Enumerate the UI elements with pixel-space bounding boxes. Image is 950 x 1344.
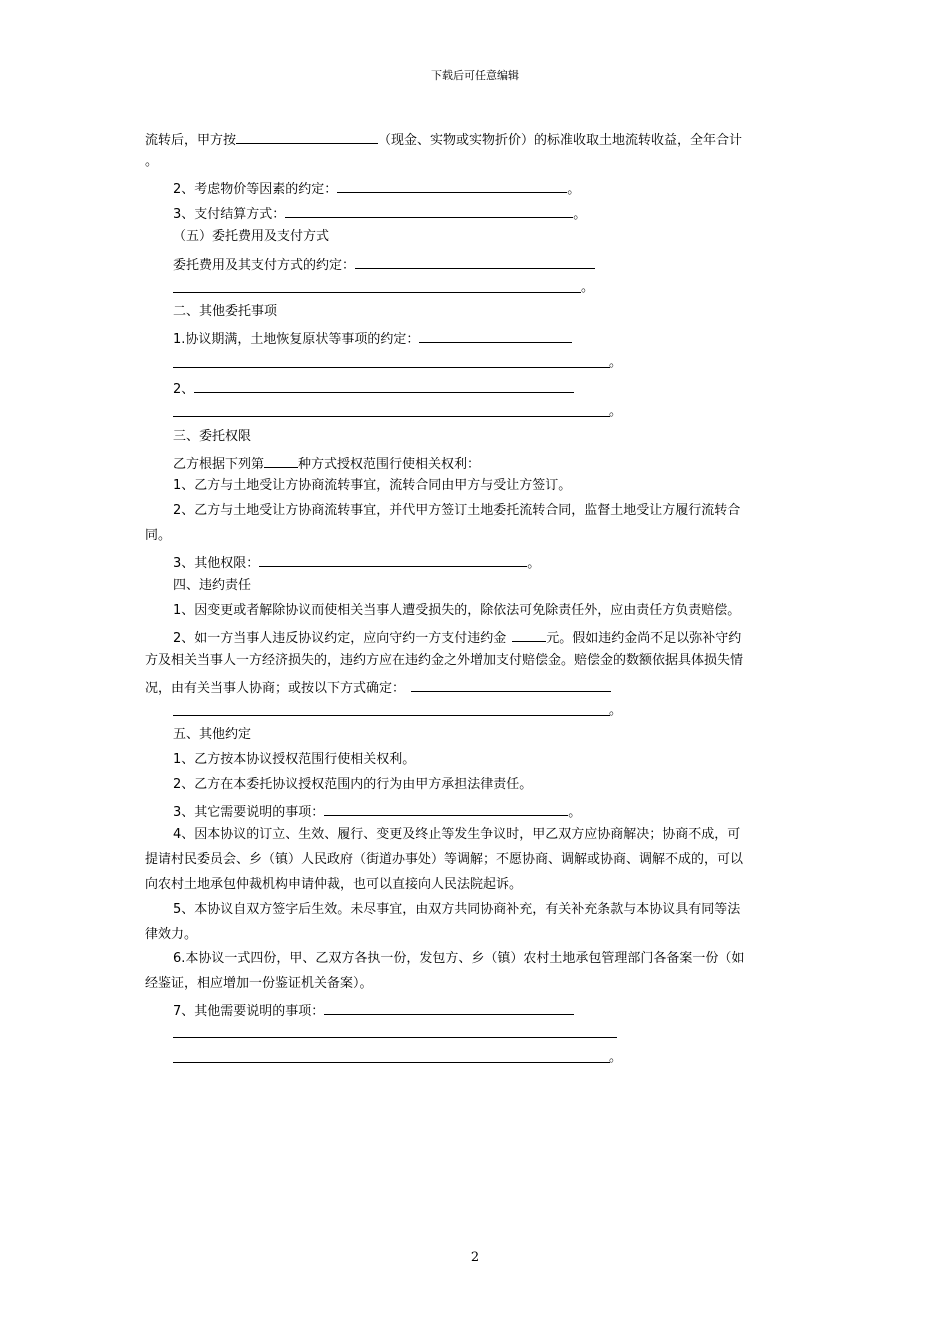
text-line bbox=[173, 255, 595, 271]
page-number: 2 bbox=[470, 1250, 480, 1265]
blank-field[interactable] bbox=[236, 130, 378, 144]
text-line: 。 bbox=[609, 703, 623, 718]
text-line: 1、乙方与土地受让方协商流转事宜，流转合同由甲方与受让方签订。 bbox=[173, 478, 572, 493]
text-line bbox=[145, 130, 742, 146]
text-segment: （现金、实物或实物折价）的标准收取土地流转收益，全年合计 bbox=[378, 133, 743, 148]
text-segment: 。 bbox=[573, 207, 587, 222]
text-segment: 3、其它需要说明的事项： bbox=[173, 805, 325, 820]
text-line: 。 bbox=[609, 1050, 623, 1065]
text-line bbox=[173, 204, 586, 220]
text-line: 提请村民委员会、乡（镇）人民政府（街道办事处）等调解；不愿协商、调解或协商、调解不成的，可以 bbox=[145, 852, 744, 867]
text-line: 2、乙方与土地受让方协商流转事宜，并代甲方签订土地委托流转合同，监督土地受让方履行流转合 bbox=[173, 503, 741, 518]
blank-field[interactable] bbox=[324, 802, 568, 816]
text-segment: 元。假如违约金尚不足以弥补守约 bbox=[546, 631, 742, 646]
text-segment: 2、 bbox=[173, 382, 195, 397]
text-segment: 流转后，甲方按 bbox=[145, 133, 237, 148]
page-header: 下载后可任意编辑 bbox=[431, 69, 519, 82]
blank-line[interactable] bbox=[173, 416, 610, 417]
text-segment: 2、如一方当事人违反协议约定，应向守约一方支付违约金 bbox=[173, 631, 507, 646]
text-line: 方及相关当事人一方经济损失的，违约方应在违约金之外增加支付赔偿金。赔偿金的数额依据具体损失情 bbox=[145, 653, 744, 668]
text-line bbox=[173, 802, 581, 818]
text-segment: 1.协议期满，土地恢复原状等事项的约定： bbox=[173, 332, 420, 347]
section-heading: （五）委托费用及支付方式 bbox=[173, 229, 330, 244]
text-line: 1、因变更或者解除协议而使相关当事人遭受损失的，除依法可免除责任外，应由责任方负责赔偿。 bbox=[173, 603, 741, 618]
blank-field[interactable] bbox=[337, 179, 567, 193]
text-line: 1、乙方按本协议授权范围行使相关权利。 bbox=[173, 752, 416, 767]
text-segment: 3、其他权限： bbox=[173, 556, 260, 571]
text-line: 2、乙方在本委托协议授权范围内的行为由甲方承担法律责任。 bbox=[173, 777, 533, 792]
section-heading: 二、其他委托事项 bbox=[173, 304, 278, 319]
text-segment: 2、考虑物价等因素的约定： bbox=[173, 182, 338, 197]
text-line: 。 bbox=[145, 154, 159, 169]
blank-field[interactable] bbox=[419, 329, 572, 343]
text-segment: 。 bbox=[568, 805, 582, 820]
text-line: 5、本协议自双方签字后生效。未尽事宜，由双方共同协商补充，有关补充条款与本协议具有同等法 bbox=[173, 902, 741, 917]
text-line: 律效力。 bbox=[145, 927, 198, 942]
blank-field[interactable] bbox=[411, 678, 611, 692]
text-line: 。 bbox=[581, 280, 595, 295]
blank-field[interactable] bbox=[194, 379, 574, 393]
blank-field[interactable] bbox=[355, 255, 595, 269]
text-line bbox=[173, 1001, 574, 1017]
text-line: 4、因本协议的订立、生效、履行、变更及终止等发生争议时，甲乙双方应协商解决；协商不成，可 bbox=[173, 827, 741, 842]
text-line: 同。 bbox=[145, 528, 172, 543]
text-segment: 7、其他需要说明的事项： bbox=[173, 1004, 325, 1019]
text-line bbox=[173, 628, 741, 644]
text-line: 向农村土地承包仲裁机构申请仲裁，也可以直接向人民法院起诉。 bbox=[145, 877, 523, 892]
text-line bbox=[173, 379, 574, 395]
text-segment: 况，由有关当事人协商；或按以下方式确定： bbox=[145, 681, 406, 696]
text-line bbox=[145, 678, 611, 694]
blank-line[interactable] bbox=[173, 292, 581, 293]
text-segment: 。 bbox=[567, 182, 581, 197]
text-line: 。 bbox=[609, 355, 623, 370]
blank-field[interactable] bbox=[264, 454, 298, 468]
text-segment: 委托费用及其支付方式的约定： bbox=[173, 258, 356, 273]
text-line bbox=[173, 454, 480, 470]
text-segment: 。 bbox=[527, 556, 541, 571]
text-line: 。 bbox=[609, 404, 623, 419]
blank-line[interactable] bbox=[173, 715, 610, 716]
blank-line[interactable] bbox=[173, 367, 610, 368]
text-line bbox=[173, 329, 572, 345]
blank-field[interactable] bbox=[324, 1001, 574, 1015]
text-line bbox=[173, 179, 580, 195]
text-line: 经鉴证，相应增加一份鉴证机关备案）。 bbox=[145, 976, 373, 991]
blank-field[interactable] bbox=[285, 204, 573, 218]
section-heading: 四、违约责任 bbox=[173, 578, 252, 593]
section-heading: 五、其他约定 bbox=[173, 727, 252, 742]
text-segment: 3、支付结算方式： bbox=[173, 207, 286, 222]
blank-field[interactable] bbox=[259, 553, 527, 567]
blank-line[interactable] bbox=[173, 1037, 617, 1038]
text-segment: 乙方根据下列第 bbox=[173, 457, 265, 472]
section-heading: 三、委托权限 bbox=[173, 429, 252, 444]
blank-line[interactable] bbox=[173, 1062, 610, 1063]
text-line bbox=[173, 553, 540, 569]
text-segment: 种方式授权范围行使相关权利： bbox=[298, 457, 481, 472]
blank-field[interactable] bbox=[512, 628, 546, 642]
text-line: 6.本协议一式四份，甲、乙双方各执一份，发包方、乡（镇）农村土地承包管理部门各备案一份（如 bbox=[173, 951, 745, 966]
